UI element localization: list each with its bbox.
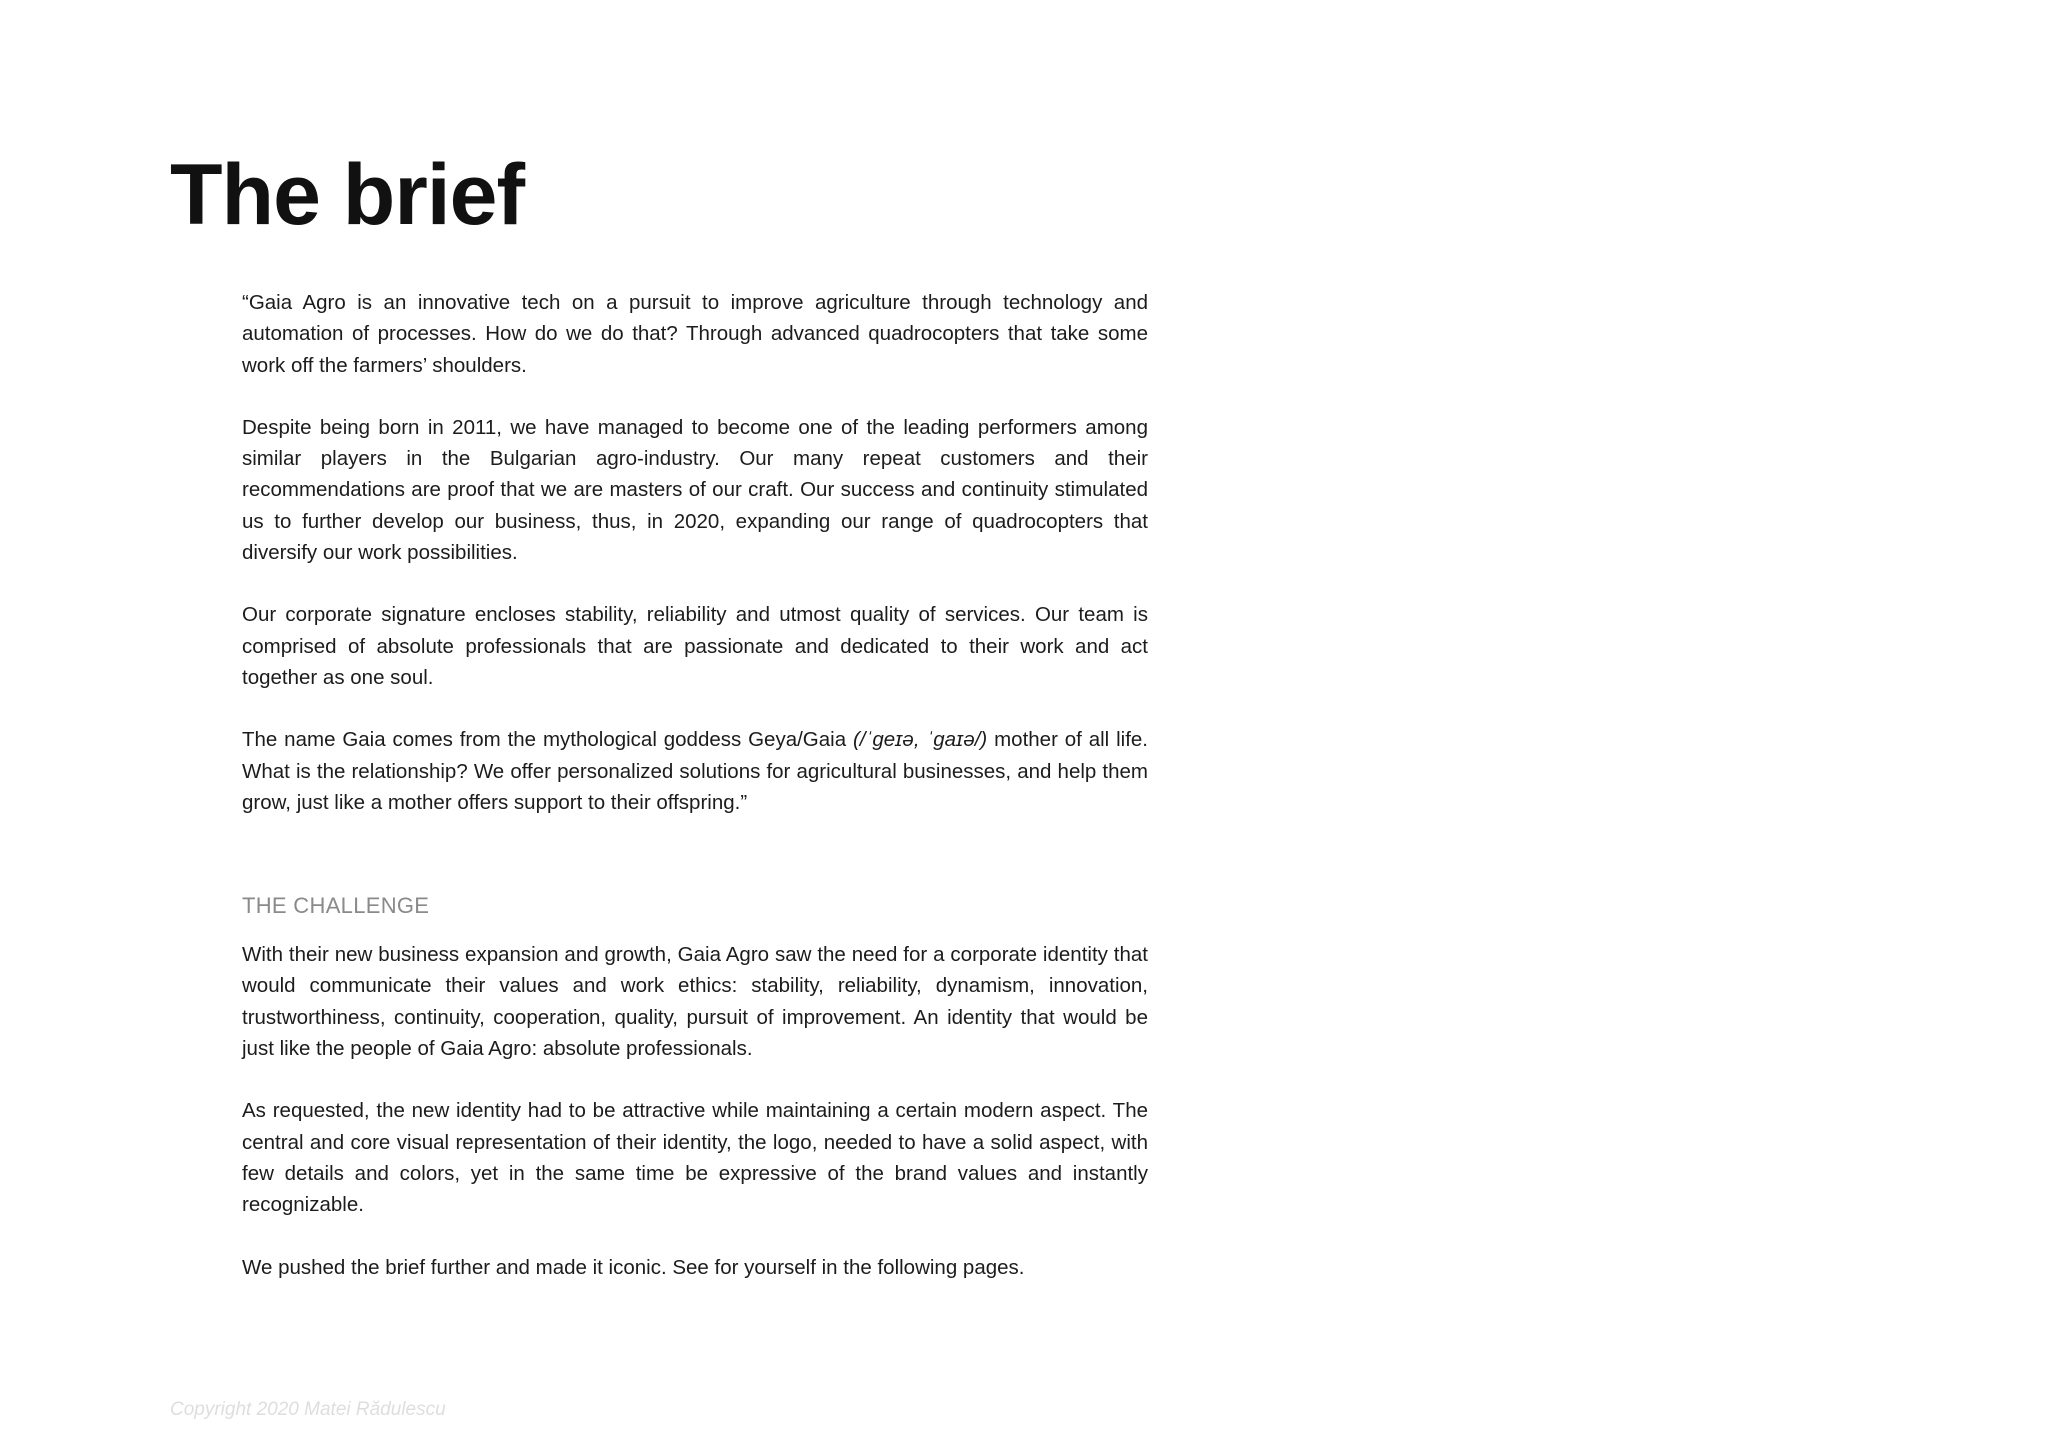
intro-paragraph-1: “Gaia Agro is an innovative tech on a pursuit to improve agriculture through technology and automation of processes. How do we do that? Through advanced quadrocopters that take some work off the farmers’ shoulders.	[242, 291, 1148, 377]
challenge-paragraph-1: With their new business expansion and growth, Gaia Agro saw the need for a corporate identity that would communicate their values and work ethics: stability, reliability, dynamism, innovation, trustworthiness, continuity, cooperation, quality, pursuit of improvement. An identity that would be just like the people of Gaia Agro: absolute professionals.	[242, 943, 1148, 1061]
copyright-notice: Copyright 2020 Matei Rădulescu	[170, 1399, 446, 1420]
challenge-paragraph-3: We pushed the brief further and made it iconic. See for yourself in the following pages.	[242, 1255, 1025, 1279]
intro-paragraph-4-end: mother of all life. What is the relationship? We offer personalized solutions for agricultural businesses, and help them grow, just like a mother offers support to their offspring.”	[242, 728, 1149, 814]
intro-paragraph-3: Our corporate signature encloses stability, reliability and utmost quality of services. Our team is comprised of absolute professionals that are passionate and dedicated to their work and act together as one soul.	[242, 603, 1148, 689]
intro-paragraph-2: Despite being born in 2011, we have managed to become one of the leading performers among similar players in the Bulgarian agro-industry. Our many repeat customers and their recommendations are proof that we are masters of our craft. Our success and continuity stimulated us to further develop our business, thus, in 2020, expanding our range of quadrocopters that diversify our work possibilities.	[242, 415, 1148, 565]
page-title: The brief	[170, 147, 525, 243]
body-column	[242, 287, 1148, 1283]
pronunciation-ipa: (/ˈɡeɪə, ˈɡaɪə/)	[852, 728, 988, 752]
intro-paragraph-4-start: The name Gaia comes from the mythological goddess Geya/Gaia	[242, 728, 853, 752]
challenge-paragraph-2: As requested, the new identity had to be attractive while maintaining a certain modern aspect. The central and core visual representation of their identity, the logo, needed to have a solid aspect, with few details and colors, yet in the same time be expressive of the brand values and instantly recognizable.	[242, 1099, 1148, 1217]
intro-paragraph-4	[242, 724, 1148, 818]
challenge-heading: THE CHALLENGE	[242, 893, 430, 919]
